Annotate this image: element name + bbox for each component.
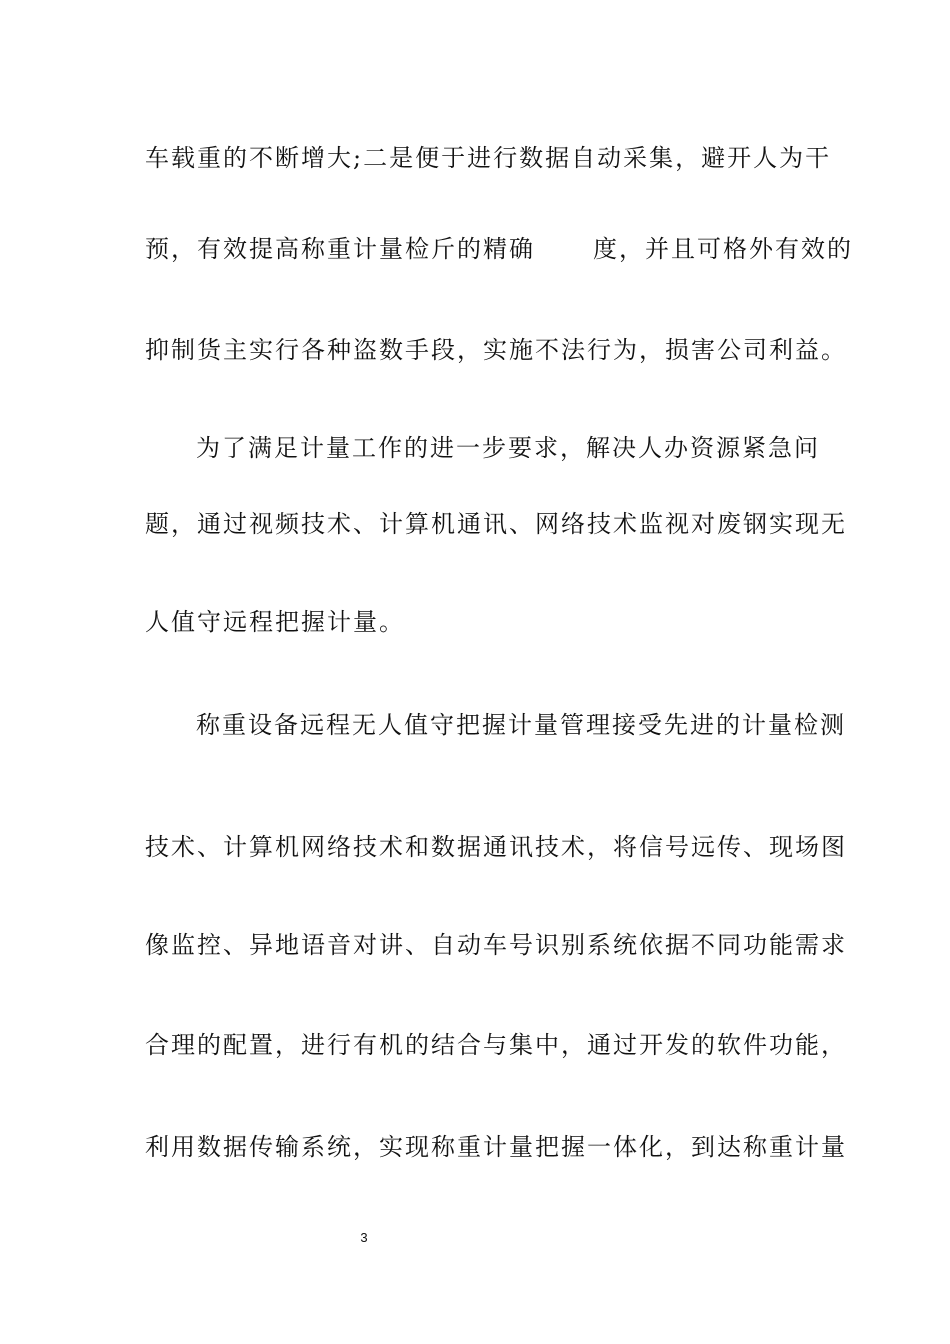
paragraph-line: 车载重的不断增大;二是便于进行数据自动采集，避开人为干: [145, 144, 832, 172]
paragraph-line: 像监控、异地语音对讲、自动车号识别系统依据不同功能需求: [145, 931, 847, 959]
page-number: 3: [360, 1230, 368, 1245]
line-segment: 预，有效提高称重计量检斤的精确: [145, 235, 535, 263]
paragraph-line: 题，通过视频技术、计算机通讯、网络技术监视对废钢实现无: [145, 510, 847, 538]
paragraph-line: 抑制货主实行各种盗数手段，实施不法行为，损害公司利益。: [145, 336, 847, 364]
paragraph-line: 称重设备远程无人值守把握计量管理接受先进的计量检测: [196, 711, 846, 739]
paragraph-line: 利用数据传输系统，实现称重计量把握一体化，到达称重计量: [145, 1133, 847, 1161]
paragraph-line: 为了满足计量工作的进一步要求，解决人办资源紧急问: [196, 434, 820, 462]
paragraph-line: 人值守远程把握计量。: [145, 608, 405, 636]
paragraph-line: 合理的配置，进行有机的结合与集中，通过开发的软件功能，: [145, 1031, 847, 1059]
paragraph-line: 技术、计算机网络技术和数据通讯技术，将信号远传、现场图: [145, 833, 847, 861]
paragraph-line: [145, 229, 853, 269]
line-segment: 度，并且可格外有效的: [593, 235, 853, 263]
